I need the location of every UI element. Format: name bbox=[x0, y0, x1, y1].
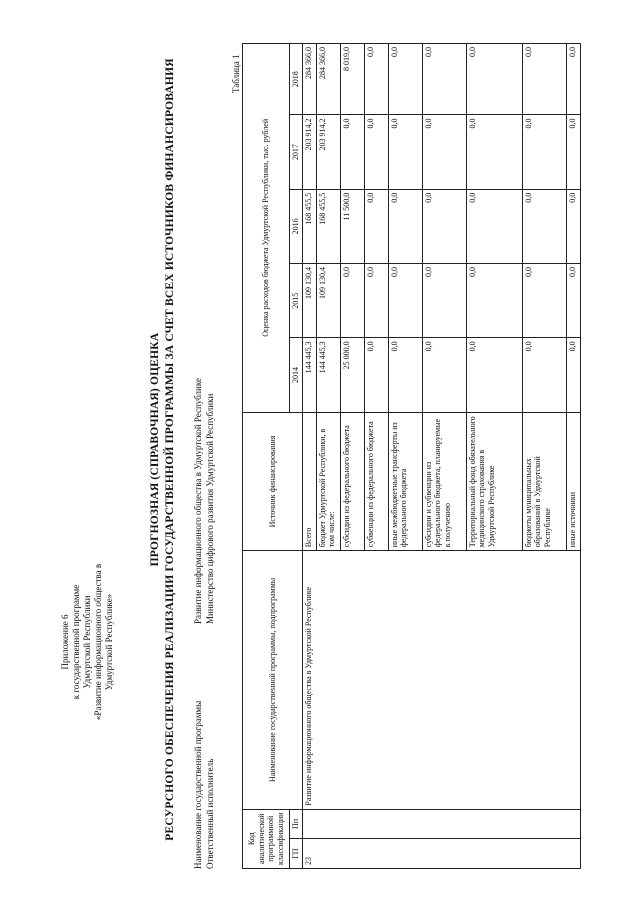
executor-label: Ответственный исполнитель bbox=[204, 758, 215, 869]
amount-cell: 0,0 bbox=[466, 264, 522, 338]
amount-cell: 0,0 bbox=[422, 338, 466, 412]
appendix-line: Приложение 6 bbox=[60, 614, 70, 670]
amount-cell: 284 366,0 bbox=[316, 44, 340, 115]
amount-cell: 0,0 bbox=[522, 189, 566, 263]
amount-cell: 0,0 bbox=[466, 115, 522, 189]
source-header: Источник финансирования bbox=[243, 412, 303, 551]
amount-cell: 0,0 bbox=[466, 338, 522, 412]
amount-cell: 0,0 bbox=[364, 44, 388, 115]
code-header: Код аналитической программной классификации bbox=[243, 809, 290, 868]
amount-cell: 0,0 bbox=[522, 44, 566, 115]
source-cell: бюджет Удмуртской Республики, в том числе: bbox=[316, 412, 340, 551]
pp-header: Пп bbox=[290, 809, 303, 839]
amount-cell: 0,0 bbox=[364, 115, 388, 189]
appendix-line: Удмуртской Республике» bbox=[104, 593, 114, 691]
source-cell: иные межбюджетные трансферты из федерального бюджета bbox=[388, 412, 422, 551]
amount-cell: 0,0 bbox=[522, 115, 566, 189]
gp-header: ГП bbox=[290, 839, 303, 869]
appendix-line: «Развитие информационного общества в bbox=[93, 563, 103, 721]
amount-cell: 0,0 bbox=[566, 264, 580, 338]
year-header: 2017 bbox=[290, 115, 303, 189]
amount-cell: 0,0 bbox=[422, 115, 466, 189]
amount-cell: 0,0 bbox=[466, 44, 522, 115]
amount-cell: 0,0 bbox=[388, 189, 422, 263]
program-value: Развитие информационного общества в Удмуртской Республике bbox=[193, 378, 203, 624]
amount-cell: 0,0 bbox=[466, 189, 522, 263]
table-number: Таблица 1 bbox=[231, 54, 241, 93]
amount-cell: 25 000,0 bbox=[340, 338, 364, 412]
amount-cell: 0,0 bbox=[566, 189, 580, 263]
amount-cell: 0,0 bbox=[422, 189, 466, 263]
amount-cell: 144 445,3 bbox=[316, 338, 340, 412]
appendix-line: Удмуртской Республики bbox=[82, 595, 92, 689]
source-cell: Территориальный фонд обязательного медицинского страхования в Удмуртской Республике bbox=[466, 412, 522, 551]
amount-cell: 0,0 bbox=[388, 115, 422, 189]
amount-cell: 0,0 bbox=[388, 264, 422, 338]
document-title bbox=[148, 40, 178, 859]
amount-cell: 0,0 bbox=[522, 264, 566, 338]
table-body bbox=[302, 44, 580, 869]
year-header: 2016 bbox=[290, 189, 303, 263]
amount-cell: 0,0 bbox=[364, 264, 388, 338]
amount-cell: 0,0 bbox=[566, 115, 580, 189]
estimate-header: Оценка расходов бюджета Удмуртской Республики, тыс. рублей bbox=[243, 44, 290, 413]
source-cell: субвенции из федерального бюджета bbox=[364, 412, 388, 551]
amount-cell: 144 445,3 bbox=[302, 338, 316, 412]
amount-cell: 0,0 bbox=[388, 44, 422, 115]
amount-cell: 203 914,2 bbox=[302, 115, 316, 189]
amount-cell: 168 455,5 bbox=[302, 189, 316, 263]
amount-cell: 0,0 bbox=[364, 189, 388, 263]
amount-cell: 0,0 bbox=[340, 115, 364, 189]
program-row bbox=[193, 378, 205, 869]
amount-cell: 8 019,0 bbox=[340, 44, 364, 115]
amount-cell: 0,0 bbox=[566, 44, 580, 115]
source-cell: Всего bbox=[302, 412, 316, 551]
gp-code-cell: 23 bbox=[302, 839, 580, 869]
appendix-line: к государственной программе bbox=[71, 584, 81, 700]
executor-value: Министерство цифрового развития Удмуртской Республики bbox=[204, 393, 215, 624]
name-header: Наименование государственной программы, подпрограммы bbox=[243, 551, 303, 809]
amount-cell: 109 130,4 bbox=[302, 264, 316, 338]
appendix-note bbox=[60, 512, 115, 772]
program-info bbox=[193, 378, 216, 869]
amount-cell: 0,0 bbox=[340, 264, 364, 338]
pp-code-cell bbox=[302, 809, 580, 839]
amount-cell: 109 130,4 bbox=[316, 264, 340, 338]
source-cell: субсидии из федерального бюджета bbox=[340, 412, 364, 551]
funding-table bbox=[242, 43, 581, 869]
amount-cell: 0,0 bbox=[522, 338, 566, 412]
title-line-1: ПРОГНОЗНАЯ (СПРАВОЧНАЯ) ОЦЕНКА bbox=[149, 332, 161, 567]
amount-cell: 284 366,0 bbox=[302, 44, 316, 115]
amount-cell: 168 455,5 bbox=[316, 189, 340, 263]
year-header: 2014 bbox=[290, 338, 303, 412]
amount-cell: 0,0 bbox=[422, 264, 466, 338]
table-row bbox=[302, 44, 316, 869]
amount-cell: 203 914,2 bbox=[316, 115, 340, 189]
amount-cell: 11 500,0 bbox=[340, 189, 364, 263]
amount-cell: 0,0 bbox=[422, 44, 466, 115]
executor-row bbox=[205, 378, 217, 869]
source-cell: бюджеты муниципальных образований в Удмуртской Республике bbox=[522, 412, 566, 551]
source-cell: иные источники bbox=[566, 412, 580, 551]
year-header: 2015 bbox=[290, 264, 303, 338]
program-label: Наименование государственной программы bbox=[193, 700, 203, 869]
source-cell: субсидии и субвенции из федерального бюджета, планируемые к получению bbox=[422, 412, 466, 551]
amount-cell: 0,0 bbox=[566, 338, 580, 412]
year-header: 2018 bbox=[290, 44, 303, 115]
program-name-cell: Развитие информационного общества в Удмуртской Республике bbox=[302, 551, 580, 809]
title-line-2: РЕСУРСНОГО ОБЕСПЕЧЕНИЯ РЕАЛИЗАЦИИ ГОСУДАРСТВЕННОЙ ПРОГРАММЫ ЗА СЧЕТ ВСЕХ ИСТОЧНИКОВ ФИНАНСИРОВАНИЯ bbox=[164, 58, 176, 841]
amount-cell: 0,0 bbox=[364, 338, 388, 412]
amount-cell: 0,0 bbox=[388, 338, 422, 412]
